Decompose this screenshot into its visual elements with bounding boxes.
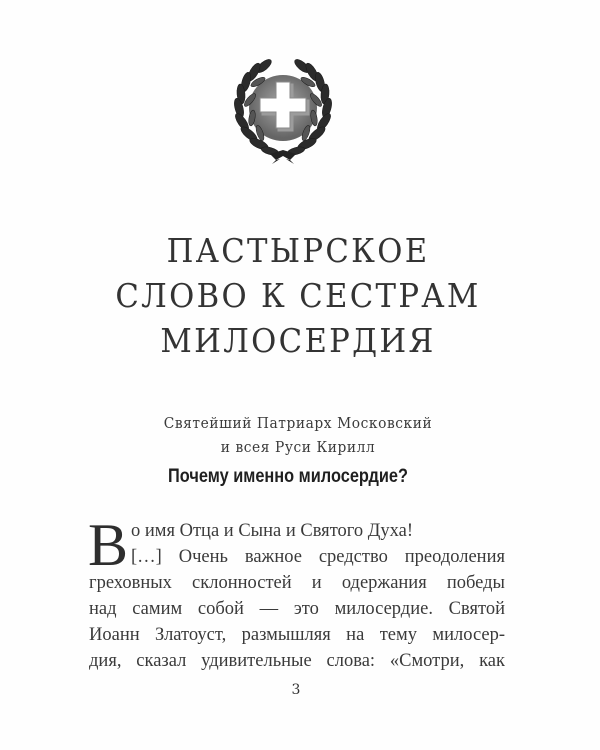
cross-wreath-emblem-icon [228,56,338,164]
chapter-title-line: СЛОВО К СЕСТРАМ [115,276,481,315]
chapter-title [21,228,575,363]
section-subheading: Почему именно милосердие? [168,466,408,487]
body-line: […] Очень важное средство преодоления [131,547,505,567]
body-line: дия, сказал удивительные слова: «Смотри, как [89,651,505,671]
body-line: над самим собой — это милосердие. Святой [89,599,505,619]
author-byline [15,412,581,460]
body-paragraph [88,512,505,674]
body-line: о имя Отца и Сына и Святого Духа! [131,521,414,541]
page-number: 3 [291,682,301,698]
drop-cap: В [88,512,129,578]
body-line: греховных склонностей и одержания победы [89,573,505,593]
author-line: Святейший Патриарх Московский [163,416,433,432]
chapter-title-line: ПАСТЫРСКОЕ [166,231,430,270]
chapter-title-line: МИЛОСЕРДИЯ [160,321,436,360]
author-line: и всея Руси Кирилл [220,440,376,456]
body-line: Иоанн Златоуст, размышляя на тему милосер- [89,625,505,645]
